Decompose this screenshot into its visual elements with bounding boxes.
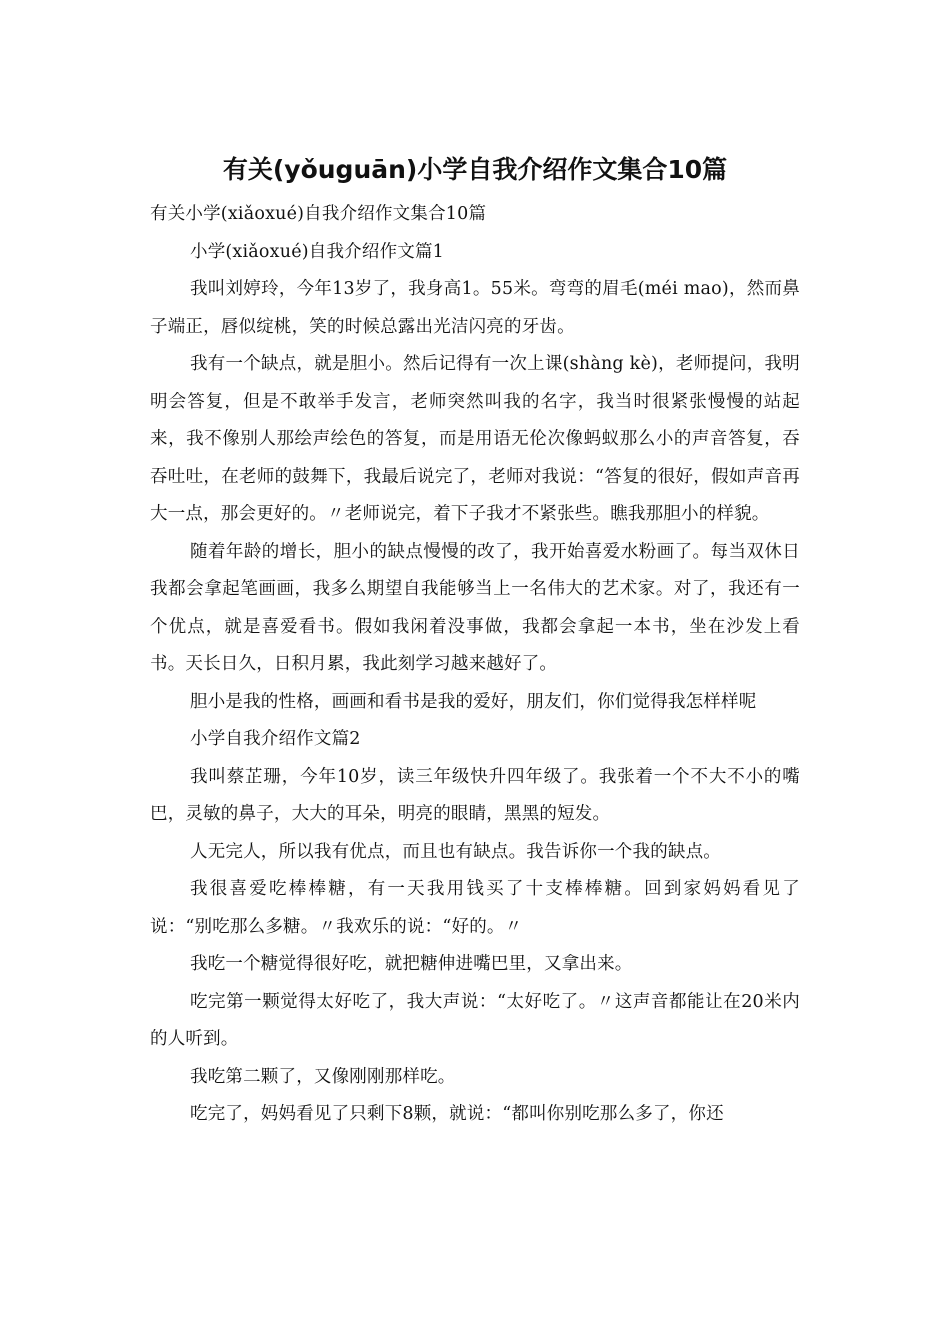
paragraph: 小学(xiǎoxué)自我介绍作文篇1 (190, 241, 445, 262)
paragraph: 我叫刘婷玲，今年13岁了，我身高1。55米。弯弯的眉毛(méi mao)，然而鼻子端正，唇似绽桃，笑的时候总露出光洁闪亮的牙齿。 (150, 279, 800, 337)
paragraph: 我吃一个糖觉得很好吃，就把糖伸进嘴巴里，又拿出来。 (190, 954, 633, 974)
document-body (150, 196, 800, 1134)
paragraph: 人无完人，所以我有优点，而且也有缺点。我告诉你一个我的缺点。 (190, 841, 721, 862)
paragraph: 小学自我介绍作文篇2 (190, 729, 361, 749)
paragraph: 吃完了，妈妈看见了只剩下8颗，就说：“都叫你别吃那么多了，你还 (190, 1104, 724, 1124)
paragraph: 我很喜爱吃棒棒糖，有一天我用钱买了十支棒棒糖。回到家妈妈看见了说：“别吃那么多糖。〃我欢乐的说：“好的。〃 (150, 879, 800, 937)
paragraph: 吃完第一颗觉得太好吃了，我大声说：“太好吃了。〃这声音都能让在20米内的人听到。 (150, 991, 800, 1049)
paragraph: 胆小是我的性格，画画和看书是我的爱好，朋友们，你们觉得我怎样样呢 (190, 691, 757, 712)
document-title: 有关(yǒuguān)小学自我介绍作文集合10篇 (222, 155, 728, 184)
paragraph: 我叫蔡芷珊，今年10岁，读三年级快升四年级了。我张着一个不大不小的嘴巴，灵敏的鼻子，大大的耳朵，明亮的眼睛，黑黑的短发。 (150, 766, 800, 824)
paragraph: 有关小学(xiǎoxué)自我介绍作文集合10篇 (150, 204, 487, 224)
paragraph: 随着年龄的增长，胆小的缺点慢慢的改了，我开始喜爱水粉画了。每当双休日我都会拿起笔画画，我多么期望自我能够当上一名伟大的艺术家。对了，我还有一个优点，就是喜爱看书。假如我闲着没事做，我都会拿起一本书，坐在沙发上看书。天长日久，日积月累，我此刻学习越来越好了。 (150, 541, 800, 674)
paragraph: 我有一个缺点，就是胆小。然后记得有一次上课(shàng kè)，老师提问，我明明会答复，但是不敢举手发言，老师突然叫我的名字，我当时很紧张慢慢的站起来，我不像别人那绘声绘色的答复，而是用语无伦次像蚂蚁那么小的声音答复，吞吞吐吐，在老师的鼓舞下，我最后说完了，老师对我说：“答复的很好，假如声音再大一点，那会更好的。〃老师说完，着下子我才不紧张些。瞧我那胆小的样貌。 (150, 354, 800, 524)
paragraph: 我吃第二颗了，又像刚刚那样吃。 (190, 1066, 456, 1087)
